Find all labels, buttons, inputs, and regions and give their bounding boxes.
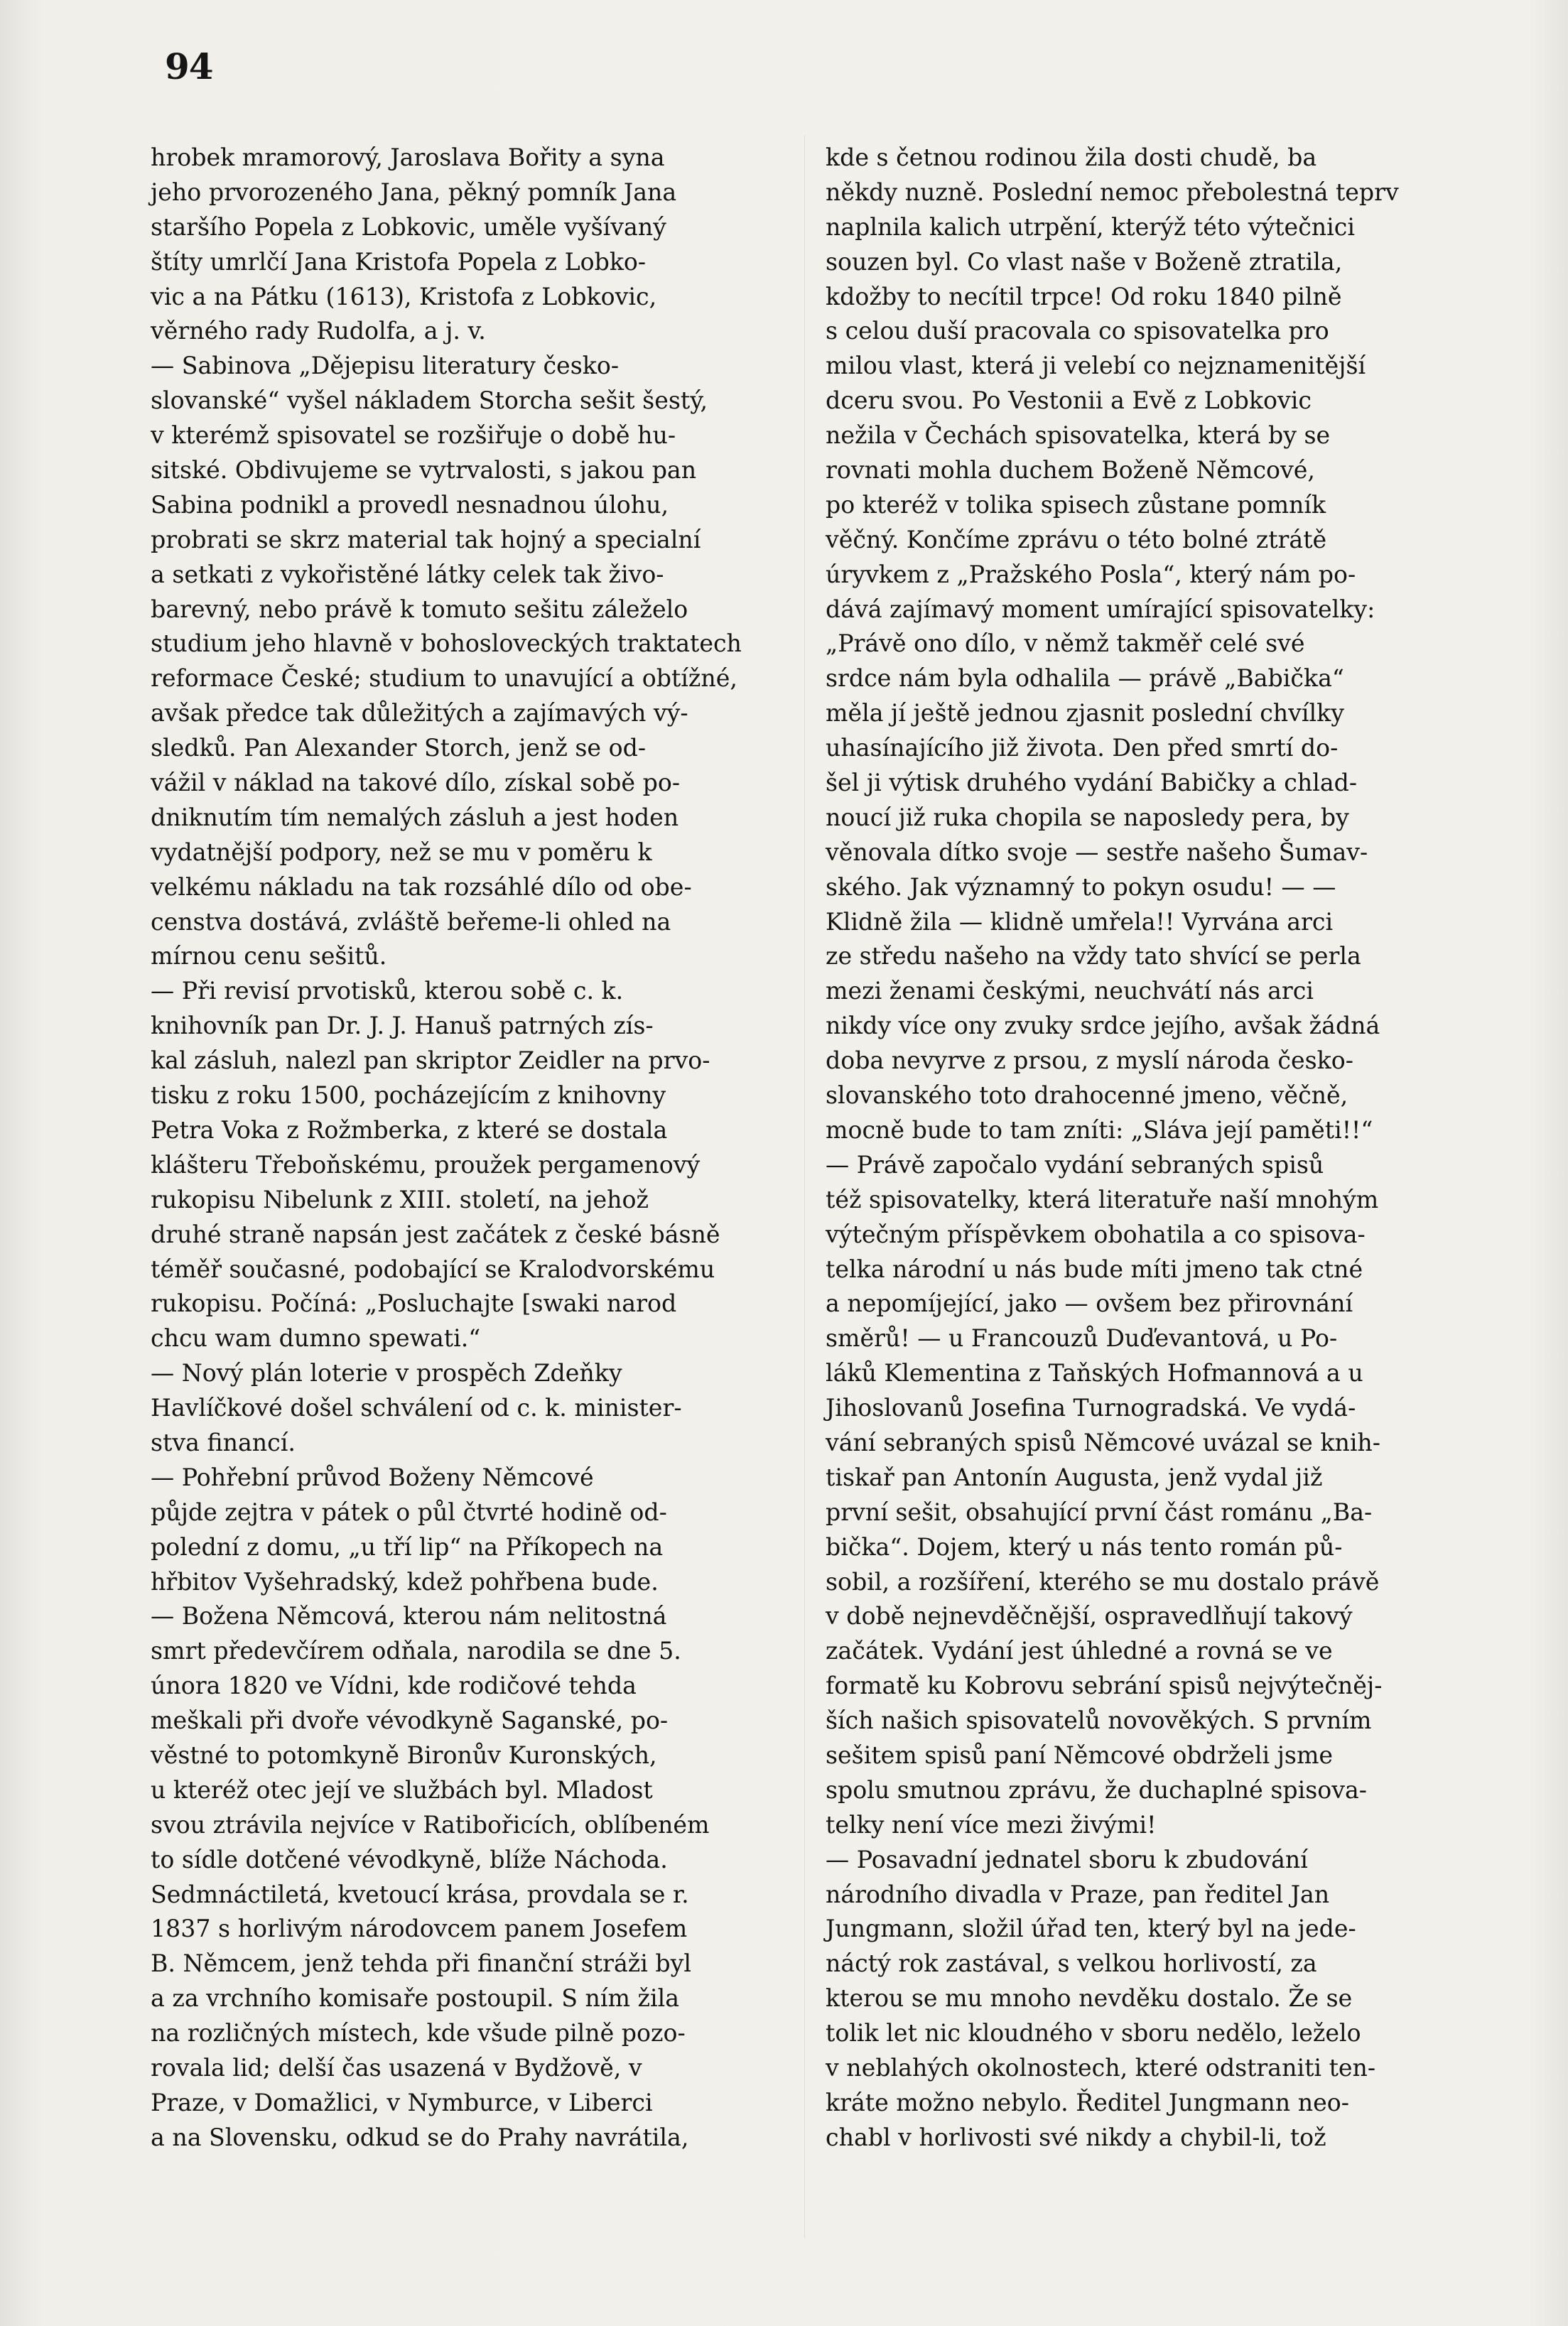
left-column-line: Havlíčkové došel schválení od c. k. minister- <box>151 1394 682 1422</box>
left-column-line: půjde zejtra v pátek o půl čtvrté hodině od- <box>151 1498 667 1526</box>
left-column-line: dniknutím tím nemalých zásluh a jest hoden <box>151 803 679 831</box>
right-column-line: Klidně žila — klidně umřela!! Vyrvána arci <box>826 907 1334 936</box>
left-column-line: staršího Popela z Lobkovic, uměle vyšívaný <box>151 212 666 241</box>
right-column-line: slovanského toto drahocenné jmeno, věčně, <box>826 1081 1348 1110</box>
left-column-line: — Při revisí prvotisků, kterou sobě c. k. <box>151 977 624 1005</box>
right-column-line: výtečným příspěvkem obohatila a co spisova- <box>826 1220 1366 1248</box>
right-column-line: první sešit, obsahující první část románu „Ba- <box>826 1498 1373 1526</box>
right-column-line: souzen byl. Co vlast naše v Boženě ztratila, <box>826 247 1343 276</box>
left-column-line: a za vrchního komisaře postoupil. S ním žila <box>151 1984 679 2013</box>
right-column-line: národního divadla v Praze, pan ředitel Jan <box>826 1880 1330 1908</box>
right-column-line: ze středu našeho na vždy tato shvící se perla <box>826 942 1361 970</box>
left-column-line: rukopisu Nibelunk z XIII. století, na jehož <box>151 1185 649 1213</box>
left-column-line: vydatnější podpory, než se mu v poměru k <box>151 838 652 866</box>
right-column-line: milou vlast, která ji velebí co nejznamenitější <box>826 352 1366 380</box>
left-column-line: sitské. Obdivujeme se vytrvalosti, s jakou pan <box>151 456 697 485</box>
right-column-line: s celou duší pracovala co spisovatelka pro <box>826 317 1329 345</box>
right-column-line: spolu smutnou zprávu, že duchaplné spisova- <box>826 1775 1367 1804</box>
left-column-line: Sabina podnikl a provedl nesnadnou úlohu, <box>151 490 669 519</box>
right-column-line: nežila v Čechách spisovatelka, která by se <box>826 421 1331 450</box>
right-column-line: — Právě započalo vydání sebraných spisů <box>826 1150 1324 1179</box>
right-column-line: vání sebraných spisů Němcové uvázal se knih- <box>826 1428 1381 1456</box>
left-column-line: hřbitov Vyšehradský, kdež pohřbena bude. <box>151 1567 659 1596</box>
left-column-line: slovanské“ vyšel nákladem Storcha sešit šestý, <box>151 386 708 415</box>
left-column-line: knihovník pan Dr. J. J. Hanuš patrných zís- <box>151 1012 654 1040</box>
right-column-line: sešitem spisů paní Němcové obdrželi jsme <box>826 1741 1334 1769</box>
left-column-line: — Nový plán loterie v prospěch Zdeňky <box>151 1359 622 1388</box>
left-column-line: vážil v náklad na takové dílo, získal sobě po- <box>151 769 681 797</box>
right-column-line: dává zajímavý moment umírající spisovatelky: <box>826 595 1375 623</box>
right-column-line: věčný. Končíme zprávu o této bolné ztrátě <box>826 525 1327 553</box>
right-column <box>826 141 1458 2155</box>
left-column-line: kal zásluh, nalezl pan skriptor Zeidler na prvo- <box>151 1046 710 1075</box>
right-column-line: někdy nuzně. Poslední nemoc přebolestná teprv <box>826 178 1399 206</box>
right-column-line: „Právě ono dílo, v němž takměř celé své <box>826 629 1305 658</box>
left-column-line: u kteréž otec její ve službách byl. Mladost <box>151 1775 653 1804</box>
left-column-line: a setkati z vykořistěné látky celek tak živo- <box>151 560 664 588</box>
right-column-line: po kteréž v tolika spisech zůstane pomník <box>826 490 1326 519</box>
left-column-line: velkému nákladu na tak rozsáhlé dílo od obe- <box>151 872 692 901</box>
column-gutter <box>804 135 805 2238</box>
right-column-line: měla jí ještě jednou zjasnit poslední chvílky <box>826 699 1345 727</box>
left-column-line: 1837 s horlivým národovcem panem Josefem <box>151 1915 688 1943</box>
left-column-line: štíty umrlčí Jana Kristofa Popela z Lobko- <box>151 247 647 276</box>
right-column-line: telka národní u nás bude míti jmeno tak ctné <box>826 1255 1363 1283</box>
right-column-line: náctý rok zastával, s velkou horlivostí, za <box>826 1949 1317 1978</box>
right-column-line: kdožby to necítil trpce! Od roku 1840 pilně <box>826 282 1342 310</box>
right-column-line: láků Klementina z Taňských Hofmannová a u <box>826 1359 1363 1388</box>
left-column-line: — Pohřební průvod Boženy Němcové <box>151 1463 594 1491</box>
right-column-line: dceru svou. Po Vestonii a Evě z Lobkovic <box>826 386 1312 415</box>
right-column-line: noucí již ruka chopila se naposledy pera, by <box>826 803 1349 831</box>
right-column-line: uhasínajícího již života. Den před smrtí do- <box>826 734 1339 762</box>
left-column-line: tisku z roku 1500, pocházejícím z knihovny <box>151 1081 666 1110</box>
right-column-line: úryvkem z „Pražského Posla“, který nám po- <box>826 560 1356 588</box>
right-column-line: formatě ku Kobrovu sebrání spisů nejvýtečněj- <box>826 1672 1383 1700</box>
left-column-line: smrt předevčírem odňala, narodila se dne 5. <box>151 1637 681 1665</box>
left-column-line: vic a na Pátku (1613), Kristofa z Lobkovic, <box>151 282 657 310</box>
right-column-line: Jihoslovanů Josefina Turnogradská. Ve vydá- <box>826 1394 1356 1422</box>
left-column-line: censtva dostává, zvláště beřeme-li ohled na <box>151 907 671 936</box>
page-number: 94 <box>165 45 213 87</box>
right-column-line: — Posavadní jednatel sboru k zbudování <box>826 1845 1308 1873</box>
right-column-line: ského. Jak významný to pokyn osudu! — — <box>826 872 1336 901</box>
right-column-line: též spisovatelky, která literatuře naší mnohým <box>826 1185 1379 1213</box>
right-column-line: v době nejnevděčnější, ospravedlňují takový <box>826 1602 1353 1630</box>
right-column-line: mocně bude to tam zníti: „Sláva její paměti!!“ <box>826 1115 1373 1144</box>
left-column-line: druhé straně napsán jest začátek z české básně <box>151 1220 720 1248</box>
right-column-line: mezi ženami českými, neuchvátí nás arci <box>826 977 1314 1005</box>
right-column-line: a nepomíjející, jako — ovšem bez přirovnání <box>826 1289 1353 1318</box>
left-column-line: meškali při dvoře vévodkyně Saganské, po- <box>151 1706 669 1735</box>
left-column-line: studium jeho hlavně v bohosloveckých traktatech <box>151 629 742 658</box>
left-column-line: sledků. Pan Alexander Storch, jenž se od- <box>151 734 647 762</box>
right-column-line: v neblahých okolnostech, které odstraniti ten- <box>826 2053 1376 2082</box>
right-column-line: bička“. Dojem, který u nás tento román pů- <box>826 1532 1343 1561</box>
left-column-line: — Božena Němcová, kterou nám nelitostná <box>151 1602 667 1630</box>
right-column-line: rovnati mohla duchem Boženě Němcové, <box>826 456 1315 485</box>
right-column-line: sobil, a rozšíření, kterého se mu dostalo právě <box>826 1567 1380 1596</box>
left-column-line: barevný, nebo právě k tomuto sešitu záleželo <box>151 595 688 623</box>
right-column-line: tiskař pan Antonín Augusta, jenž vydal již <box>826 1463 1323 1491</box>
right-column-line: srdce nám byla odhalila — právě „Babička“ <box>826 664 1344 693</box>
right-column-line: začátek. Vydání jest úhledné a rovná se ve <box>826 1637 1333 1665</box>
left-column-line: rukopisu. Počíná: „Posluchajte [swaki narod <box>151 1289 677 1318</box>
left-column-line: chcu wam dumno spewati.“ <box>151 1324 481 1353</box>
left-column-line: svou ztrávila nejvíce v Ratibořicích, oblíbeném <box>151 1810 710 1839</box>
left-column-line: avšak předce tak důležitých a zajímavých vý- <box>151 699 688 727</box>
left-column-line: Petra Voka z Rožmberka, z které se dostala <box>151 1115 668 1144</box>
right-column-line: směrů! — u Francouzů Duďevantová, u Po- <box>826 1324 1338 1353</box>
right-column-line: kde s četnou rodinou žila dosti chudě, ba <box>826 144 1317 171</box>
right-column-line: ších našich spisovatelů novověkých. S prvním <box>826 1706 1372 1735</box>
right-column-line: kráte možno nebylo. Ředitel Jungmann neo- <box>826 2088 1349 2116</box>
right-column-line: šel ji výtisk druhého vydání Babičky a chlad- <box>826 769 1358 797</box>
left-column-line: mírnou cenu sešitů. <box>151 942 387 970</box>
left-column-line: téměř současné, podobající se Kralodvorskému <box>151 1255 715 1283</box>
left-column-line: jeho prvorozeného Jana, pěkný pomník Jana <box>151 178 677 206</box>
left-column-line: to sídle dotčené vévodkyně, blíže Náchoda. <box>151 1845 668 1873</box>
right-column-line: doba nevyrve z prsou, z myslí národa česko- <box>826 1046 1353 1075</box>
right-column-line: tolik let nic kloudného v sboru nedělo, leželo <box>826 2019 1361 2048</box>
left-column-line: Praze, v Domažlici, v Nymburce, v Liberci <box>151 2088 653 2116</box>
right-column-line: Jungmann, složil úřad ten, který byl na jede- <box>826 1915 1356 1943</box>
left-column-line: věstné to potomkyně Bironův Kuronských, <box>151 1741 657 1769</box>
right-column-line: kterou se mu mnoho nevděku dostalo. Že se <box>826 1984 1353 2013</box>
left-column-line: Sedmnáctiletá, kvetoucí krása, provdala se r. <box>151 1880 689 1908</box>
left-column-line: — Sabinova „Dějepisu literatury česko- <box>151 352 620 380</box>
left-column-line: věrného rady Rudolfa, a j. v. <box>151 317 486 345</box>
right-column-line: naplnila kalich utrpění, kterýž této výtečnici <box>826 212 1355 241</box>
left-column-line: a na Slovensku, odkud se do Prahy navrátila, <box>151 2123 689 2151</box>
left-column-line: v kterémž spisovatel se rozšiřuje o době hu- <box>151 421 676 450</box>
left-column-line: klášteru Třeboňskému, proužek pergamenový <box>151 1150 701 1179</box>
right-column-line: nikdy více ony zvuky srdce jejího, avšak žádná <box>826 1012 1380 1040</box>
right-column-line: telky není více mezi živými! <box>826 1810 1157 1839</box>
left-column-line: hrobek mramorový, Jaroslava Bořity a syna <box>151 144 665 171</box>
left-column-line: probrati se skrz material tak hojný a specialní <box>151 525 701 553</box>
left-column-line: polední z domu, „u tří lip“ na Příkopech na <box>151 1532 664 1561</box>
left-column-line: B. Němcem, jenž tehda při finanční stráži byl <box>151 1949 692 1978</box>
left-column-line: na rozličných místech, kde všude pilně pozo- <box>151 2019 686 2048</box>
left-column-line: rovala lid; delší čas usazená v Bydžově, v <box>151 2053 642 2082</box>
right-column-line: věnovala dítko svoje — sestře našeho Šumav- <box>826 838 1368 866</box>
left-column <box>151 141 790 2155</box>
right-column-line: chabl v horlivosti své nikdy a chybil-li, tož <box>826 2123 1326 2151</box>
left-column-line: února 1820 ve Vídni, kde rodičové tehda <box>151 1672 637 1700</box>
left-column-line: stva financí. <box>151 1428 296 1456</box>
left-column-line: reformace České; studium to unavující a obtížné, <box>151 664 737 693</box>
